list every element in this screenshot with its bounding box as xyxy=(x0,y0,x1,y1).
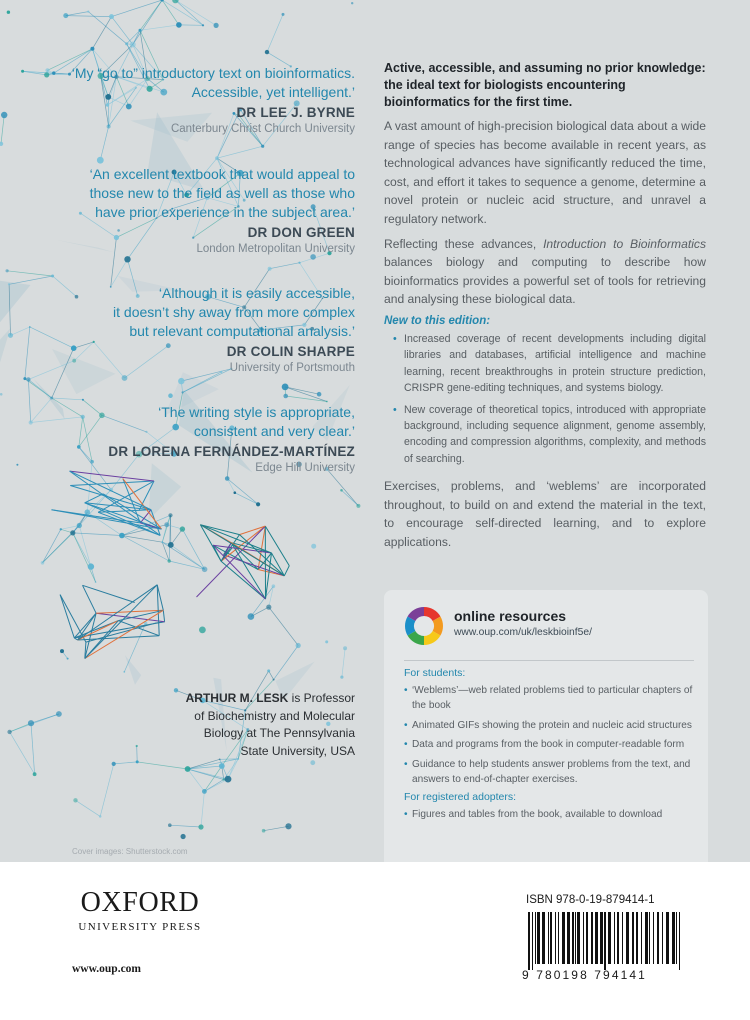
network-facet xyxy=(125,655,141,685)
network-node xyxy=(124,256,130,262)
isbn-digits: 9 780198 794141 xyxy=(522,968,647,982)
reviewer-name: DR LORENA FERNÁNDEZ-MARTÍNEZ xyxy=(108,444,355,459)
network-node xyxy=(122,375,128,381)
blurb-paragraph-2: Reflecting these advances, Introduction to Bioinformatics balances biology and computing to describe how bioinformatics provides a powerful set of tools for retrieving and analysing these biological data. xyxy=(384,236,706,307)
isbn-label: ISBN 978-0-19-879414-1 xyxy=(526,894,655,906)
barcode-bar xyxy=(532,912,533,970)
network-node xyxy=(161,541,163,543)
divider xyxy=(404,660,694,661)
barcode-bar xyxy=(666,912,669,964)
network-edge xyxy=(265,526,289,566)
network-node xyxy=(29,420,33,424)
network-node xyxy=(73,798,77,802)
quote-text: ‘Although it is easily accessible, it doesn’t shy away from more complex but relevant computational analysis.’ xyxy=(113,285,355,339)
network-edge xyxy=(171,529,183,545)
network-node xyxy=(181,391,183,393)
network-edge xyxy=(79,526,91,567)
list-item: • Increased coverage of recent developments including digital libraries and databases, artificial intelligence and machine learning, recent breakthroughs in protein structure prediction, CRISPR gene-editing techniques, and systems biology. xyxy=(404,331,706,397)
barcode-bar xyxy=(535,912,536,964)
network-edge xyxy=(76,800,101,816)
network-edge xyxy=(270,263,300,269)
network-node xyxy=(311,544,316,549)
network-node xyxy=(77,445,81,449)
network-node xyxy=(51,275,54,278)
barcode-bar xyxy=(653,912,654,964)
quote-text: ‘An excellent textbook that would appeal to those new to the field as well as those who have prior experience in the subject area.’ xyxy=(89,166,355,220)
barcode xyxy=(526,912,686,970)
network-edge xyxy=(10,732,35,774)
network-edge xyxy=(175,0,203,25)
network-node xyxy=(72,359,76,363)
network-node xyxy=(99,815,102,818)
network-node xyxy=(79,212,82,215)
network-edge xyxy=(342,648,345,677)
network-node xyxy=(198,824,203,829)
network-node xyxy=(168,542,174,548)
network-edge xyxy=(284,566,289,576)
network-node xyxy=(310,760,315,765)
network-edge xyxy=(31,398,52,423)
reviewer-name: DR COLIN SHARPE xyxy=(226,344,355,359)
barcode-bar xyxy=(591,912,593,964)
list-item: • Data and programs from the book in computer-readable form xyxy=(412,737,694,752)
network-node xyxy=(90,47,94,51)
network-node xyxy=(296,643,301,648)
network-edge xyxy=(85,585,157,659)
network-edge xyxy=(140,0,162,30)
network-node xyxy=(56,711,62,717)
barcode-bar xyxy=(562,912,565,964)
network-node xyxy=(283,394,288,399)
network-node xyxy=(164,522,169,527)
network-node xyxy=(67,658,69,660)
network-node xyxy=(63,13,68,18)
list-item: • New coverage of theoretical topics, introduced with appropriate background, including sequence alignment, genome assembly, encoding and compression algorithms, complexity, and methods of searching. xyxy=(404,402,706,468)
network-facet xyxy=(52,349,116,394)
network-edge xyxy=(224,759,239,780)
network-edge xyxy=(200,525,284,576)
barcode-bar xyxy=(555,912,556,964)
network-node xyxy=(81,415,85,419)
network-node xyxy=(28,720,34,726)
barcode-bar xyxy=(542,912,545,964)
network-node xyxy=(23,377,26,380)
network-node xyxy=(351,2,353,4)
barcode-bar xyxy=(617,912,619,964)
barcode-bar xyxy=(595,912,598,964)
network-node xyxy=(298,262,300,264)
barcode-bar xyxy=(548,912,549,964)
reviewer-institution: London Metropolitan University xyxy=(196,243,355,255)
network-edge xyxy=(182,529,204,569)
network-node xyxy=(248,613,255,620)
network-node xyxy=(88,563,94,569)
quote-text: ‘My “go to” introductory text on bioinformatics. Accessible, yet intelligent.’ xyxy=(71,65,355,100)
network-node xyxy=(225,776,232,783)
network-node xyxy=(343,646,347,650)
network-node xyxy=(181,834,186,839)
network-node xyxy=(29,326,31,328)
network-node xyxy=(199,627,206,634)
network-edge xyxy=(170,825,201,827)
network-node xyxy=(95,581,97,583)
network-edge xyxy=(73,533,96,582)
network-edge xyxy=(11,327,30,336)
barcode-bar xyxy=(575,912,576,964)
network-node xyxy=(119,533,125,539)
network-edge xyxy=(70,471,151,510)
adopters-list xyxy=(404,807,694,822)
network-edge xyxy=(31,723,35,774)
network-node xyxy=(87,11,89,13)
network-node xyxy=(285,823,291,829)
network-edge xyxy=(9,276,53,284)
barcode-bar xyxy=(586,912,588,964)
network-node xyxy=(8,333,13,338)
network-node xyxy=(1,112,7,118)
list-item: • Figures and tables from the book, available to download xyxy=(412,807,694,822)
network-node xyxy=(82,399,84,401)
network-node xyxy=(180,526,185,531)
network-edge xyxy=(188,759,239,769)
blurb-paragraph-3: Exercises, problems, and ‘weblems’ are incorporated throughout, to build on and extend the material in the text, to encourage self-directed learning, and to explore applications. xyxy=(384,479,706,549)
network-edge xyxy=(201,791,204,827)
network-edge xyxy=(217,146,263,158)
network-node xyxy=(268,267,272,271)
adopters-heading: For registered adopters: xyxy=(404,791,517,804)
network-edge xyxy=(137,762,187,769)
barcode-bar xyxy=(679,912,680,970)
network-edge xyxy=(53,276,77,297)
reviewer-institution: Canterbury Christ Church University xyxy=(170,123,355,135)
network-edge xyxy=(66,16,112,17)
network-node xyxy=(112,762,116,766)
network-edge xyxy=(28,380,51,399)
network-edge xyxy=(1,115,4,144)
network-edge xyxy=(267,14,283,52)
barcode-bar xyxy=(600,912,603,964)
network-node xyxy=(261,145,264,148)
network-node xyxy=(7,11,10,14)
publisher-website[interactable]: www.oup.com xyxy=(72,963,142,975)
network-edge xyxy=(30,327,74,348)
barcode-bar xyxy=(528,912,530,970)
review-quote-1 xyxy=(72,64,355,135)
barcode-bar xyxy=(626,912,629,964)
network-node xyxy=(0,142,3,146)
network-node xyxy=(340,489,343,492)
reviewer-institution: University of Portsmouth xyxy=(229,362,355,374)
network-edge xyxy=(118,621,159,636)
network-node xyxy=(93,341,95,343)
network-edge xyxy=(133,0,162,45)
network-node xyxy=(178,378,184,384)
network-node xyxy=(71,345,77,351)
network-node xyxy=(262,829,266,833)
network-node xyxy=(215,156,219,160)
network-node xyxy=(8,283,10,285)
network-node xyxy=(130,42,136,48)
network-node xyxy=(273,679,275,681)
network-edge xyxy=(66,12,89,16)
barcode-bar xyxy=(636,912,638,964)
author-bio: ARTHUR M. LESK is Professor of Biochemistry and Molecular Biology at The Pennsylvania State University, USA xyxy=(185,691,355,758)
online-resources-url[interactable]: www.oup.com/uk/leskbioinf5e/ xyxy=(454,627,592,638)
barcode-bar xyxy=(662,912,663,964)
network-node xyxy=(99,413,105,419)
network-node xyxy=(16,464,18,466)
network-edge xyxy=(83,400,102,416)
list-item: • Animated GIFs showing the protein and nucleic acid structures xyxy=(412,718,694,733)
network-edge xyxy=(162,525,167,543)
network-node xyxy=(45,68,49,72)
network-node xyxy=(272,584,276,588)
network-node xyxy=(60,649,64,653)
network-node xyxy=(172,0,178,3)
network-node xyxy=(202,567,208,573)
network-edge xyxy=(227,479,235,493)
publisher-subtitle: UNIVERSITY PRESS xyxy=(78,921,202,933)
network-edge xyxy=(204,779,228,791)
network-node xyxy=(90,460,94,464)
barcode-bar xyxy=(583,912,584,964)
network-node xyxy=(110,286,112,288)
network-node xyxy=(325,640,328,643)
network-edge xyxy=(83,585,135,602)
network-edge xyxy=(227,479,258,505)
network-node xyxy=(168,559,171,562)
network-facet xyxy=(0,280,31,322)
publisher-name: OXFORD xyxy=(80,887,200,918)
barcode-bar xyxy=(614,912,615,964)
network-edge xyxy=(43,529,61,563)
network-node xyxy=(168,393,173,398)
network-node xyxy=(44,72,49,77)
network-node xyxy=(256,502,260,506)
network-node xyxy=(282,13,285,16)
students-list xyxy=(404,683,694,787)
barcode-bar xyxy=(550,912,552,964)
network-node xyxy=(340,676,343,679)
network-edge xyxy=(163,610,164,621)
network-node xyxy=(202,789,207,794)
network-edge xyxy=(25,327,30,379)
barcode-bar xyxy=(672,912,675,964)
network-node xyxy=(6,269,9,272)
network-edge xyxy=(28,380,30,423)
network-node xyxy=(41,561,45,565)
new-edition-list xyxy=(384,331,706,467)
network-node xyxy=(109,14,114,19)
barcode-bar xyxy=(676,912,677,964)
online-resources-title: online resources xyxy=(454,608,567,624)
network-edge xyxy=(140,25,179,30)
network-node xyxy=(267,669,270,672)
quote-text: ‘The writing style is appropriate, consistent and very clear.’ xyxy=(158,404,355,439)
blurb-headline: Active, accessible, and assuming no prior knowledge: the ideal text for biologists encountering bioinformatics for the first time. xyxy=(384,61,706,109)
new-edition-heading: New to this edition: xyxy=(384,314,491,327)
barcode-bar xyxy=(657,912,659,964)
students-heading: For students: xyxy=(404,667,466,679)
network-node xyxy=(168,513,172,517)
network-node xyxy=(219,763,225,769)
network-edge xyxy=(162,0,203,25)
network-node xyxy=(7,730,11,734)
network-edge xyxy=(327,469,359,506)
network-node xyxy=(85,509,91,515)
author-name: ARTHUR M. LESK xyxy=(185,691,289,705)
network-edge xyxy=(286,396,327,402)
barcode-bar xyxy=(567,912,570,964)
barcode-bar xyxy=(622,912,623,964)
network-node xyxy=(139,29,142,32)
network-edge xyxy=(269,607,298,645)
online-resources-panel xyxy=(384,590,708,862)
network-node xyxy=(52,71,55,74)
barcode-bar xyxy=(537,912,540,964)
network-node xyxy=(26,377,30,381)
list-item: • ‘Weblems’—web related problems tied to particular chapters of the book xyxy=(412,683,694,714)
network-edge xyxy=(73,533,122,536)
network-edge xyxy=(112,0,163,17)
network-edge xyxy=(10,723,31,732)
network-node xyxy=(266,605,271,610)
network-node xyxy=(282,384,289,391)
network-edge xyxy=(70,481,154,486)
list-item: • Guidance to help students answer problems from the text, and answers to end-of-chapter exercises. xyxy=(412,757,694,788)
network-node xyxy=(356,504,360,508)
barcode-bar xyxy=(632,912,634,964)
review-quote-4 xyxy=(108,403,355,474)
network-facet xyxy=(34,379,65,419)
network-edge xyxy=(264,826,289,830)
network-node xyxy=(33,772,37,776)
network-edge xyxy=(175,0,216,25)
barcode-bar xyxy=(572,912,574,964)
network-node xyxy=(265,50,269,54)
blurb xyxy=(384,60,706,552)
network-edge xyxy=(240,535,285,576)
network-node xyxy=(185,766,191,772)
review-quote-3 xyxy=(113,284,355,374)
network-edge xyxy=(114,762,138,764)
network-edge xyxy=(52,398,83,400)
network-node xyxy=(68,73,71,76)
network-edge xyxy=(31,714,59,723)
online-resources-body xyxy=(404,658,694,827)
review-quote-2 xyxy=(90,165,355,255)
barcode-bar xyxy=(577,912,580,964)
barcode-bar xyxy=(558,912,559,964)
barcode-bar xyxy=(604,912,606,970)
network-node xyxy=(202,24,204,26)
network-node xyxy=(21,70,24,73)
network-node xyxy=(50,397,53,400)
network-edge xyxy=(31,417,83,423)
network-node xyxy=(125,42,128,45)
reviewer-institution: Edge Hill University xyxy=(255,462,355,474)
network-node xyxy=(168,823,172,827)
cover-image-credit: Cover images: Shutterstock.com xyxy=(72,847,188,856)
network-edge xyxy=(200,525,239,535)
network-node xyxy=(317,392,322,397)
network-node xyxy=(0,393,3,396)
network-edge xyxy=(162,0,179,25)
network-edge xyxy=(204,766,221,791)
online-resources-icon xyxy=(404,606,444,646)
network-edge xyxy=(342,490,359,506)
network-edge xyxy=(70,471,161,535)
network-node xyxy=(176,22,182,28)
network-node xyxy=(234,491,237,494)
network-edge xyxy=(137,746,138,762)
network-node xyxy=(70,530,75,535)
book-title: Introduction to Bioinformatics xyxy=(543,236,706,251)
reviewer-name: DR LEE J. BYRNE xyxy=(236,105,355,120)
publisher-logo xyxy=(72,888,208,933)
network-node xyxy=(225,476,230,481)
network-edge xyxy=(78,585,158,640)
barcode-bar xyxy=(641,912,642,964)
network-node xyxy=(214,23,219,28)
barcode-bar xyxy=(649,912,650,964)
network-node xyxy=(77,523,82,528)
network-edge xyxy=(100,764,114,817)
barcode-bar xyxy=(645,912,648,964)
network-node xyxy=(136,745,138,747)
network-node xyxy=(97,157,104,164)
network-node xyxy=(60,528,62,530)
network-edge xyxy=(7,271,53,276)
reviewer-name: DR DON GREEN xyxy=(247,225,355,240)
network-edge xyxy=(92,17,111,49)
network-node xyxy=(123,671,125,673)
network-node xyxy=(75,295,79,299)
blurb-paragraph-1: A vast amount of high-precision biological data about a wide range of species has become available in recent years, as technological advances have significantly reduced the time, cost, and effort it takes to sequence a genome, determine a novel protein or nucleic acid structure, and unravel a regulatory network. xyxy=(384,119,706,226)
barcode-bar xyxy=(608,912,611,964)
network-node xyxy=(136,760,139,763)
